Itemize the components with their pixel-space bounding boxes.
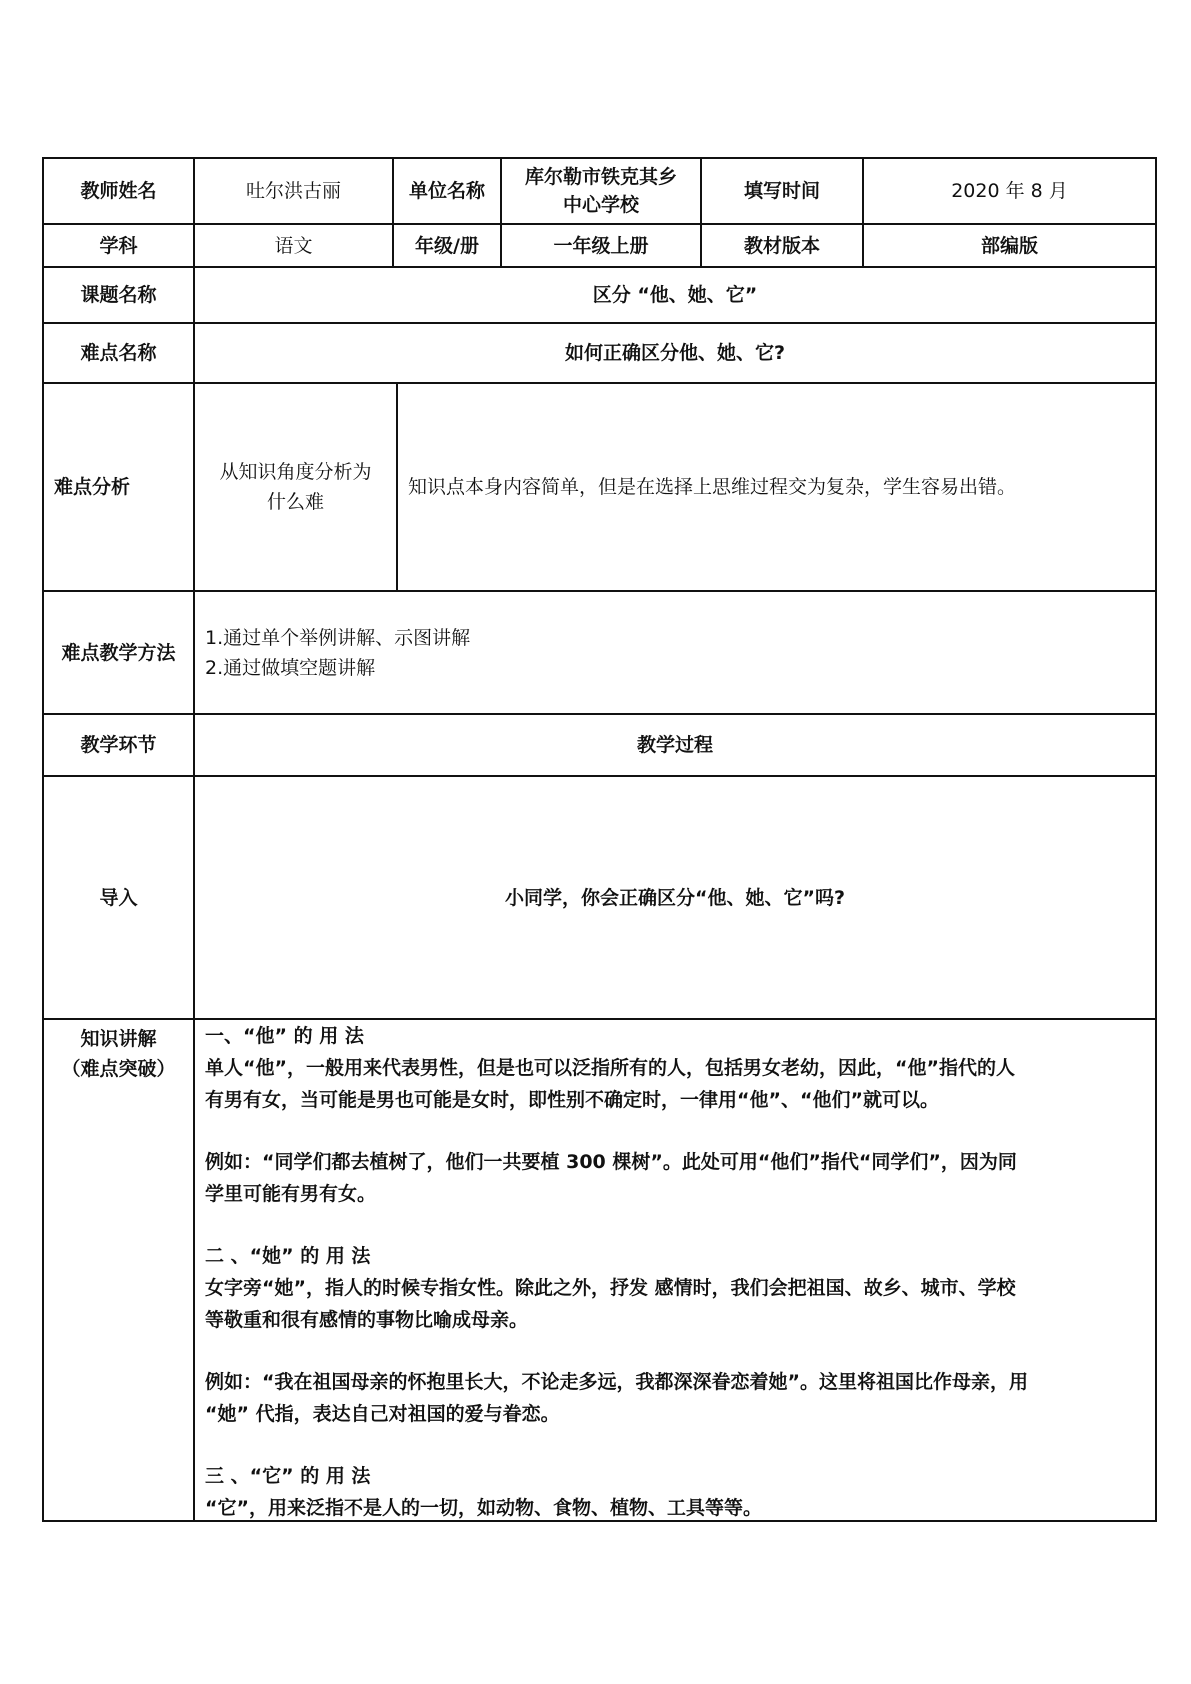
paragraph-line: 单人“他”，一般用来代表男性，但是也可以泛指所有的人，包括男女老幼，因此，“他”指代的人: [205, 1057, 1015, 1079]
grade-label: 年级/册: [415, 234, 479, 257]
edition-value: 部编版: [980, 234, 1038, 257]
knowledge-content: [205, 1020, 1145, 1524]
knowledge-label-line: （难点突破）: [61, 1058, 176, 1080]
analysis-sub-label-line: 什么难: [266, 491, 324, 513]
section-heading: 一、“他” 的 用 法: [205, 1025, 364, 1047]
method-item: 1.通过单个举例讲解、示图讲解: [205, 626, 471, 649]
unit-value-line: 中心学校: [562, 194, 639, 216]
paragraph-line: 等敬重和很有感情的事物比喻成母亲。: [205, 1309, 529, 1331]
knowledge-label: [44, 1020, 193, 1090]
example-line: 学里可能有男有女。: [205, 1183, 377, 1205]
method-item: 2.通过做填空题讲解: [205, 656, 376, 679]
paragraph-line: 有男有女，当可能是男也可能是女时，即性别不确定时，一律用“他”、“他们”就可以。: [205, 1089, 939, 1111]
subject-value: 语文: [274, 234, 313, 257]
example-line: 例如：“我在祖国母亲的怀抱里长大，不论走多远，我都深深眷恋着她”。这里将祖国比作母亲，用: [205, 1371, 1028, 1393]
difficulty-label: 难点名称: [80, 342, 157, 364]
intro-label: 导入: [99, 886, 138, 909]
analysis-sub-label-line: 从知识角度分析为: [219, 461, 372, 483]
teacher-label: 教师姓名: [80, 180, 157, 202]
unit-label: 单位名称: [408, 180, 485, 202]
analysis-sub-label: [195, 384, 396, 590]
method-label: 难点教学方法: [61, 641, 176, 664]
date-label: 填写时间: [743, 180, 820, 202]
process-stage-label: 教学环节: [80, 734, 157, 756]
topic-value: 区分 “他、她、它”: [592, 284, 758, 306]
intro-value: 小同学，你会正确区分“他、她、它”吗?: [505, 886, 845, 909]
section-heading: 二 、“她” 的 用 法: [205, 1245, 371, 1267]
analysis-value: 知识点本身内容简单，但是在选择上思维过程交为复杂，学生容易出错。: [408, 476, 1017, 498]
grade-value: 一年级上册: [553, 234, 649, 257]
edition-label: 教材版本: [743, 234, 820, 257]
method-list: [195, 592, 1155, 713]
example-line: “她” 代指，表达自己对祖国的爱与眷恋。: [205, 1403, 560, 1425]
unit-value-line: 库尔勒市铁克其乡: [524, 166, 677, 188]
date-value: 2020 年 8 月: [951, 180, 1068, 202]
unit-value: [502, 159, 700, 223]
difficulty-value: 如何正确区分他、她、它?: [564, 342, 786, 364]
paragraph-line: 女字旁“她”，指人的时候专指女性。除此之外，抒发 感情时，我们会把祖国、故乡、城市、学校: [205, 1277, 1016, 1299]
teacher-value: 吐尔洪古丽: [245, 180, 341, 202]
topic-label: 课题名称: [80, 284, 157, 306]
paragraph-line: “它”，用来泛指不是人的一切，如动物、食物、植物、工具等等。: [205, 1497, 762, 1519]
subject-label: 学科: [99, 234, 138, 257]
section-heading: 三 、“它” 的 用 法: [205, 1465, 371, 1487]
example-line: 例如：“同学们都去植树了，他们一共要植 300 棵树”。此处可用“他们”指代“同学们”，因为同: [205, 1151, 1017, 1173]
analysis-label: 难点分析: [54, 476, 131, 498]
process-label: 教学过程: [636, 734, 713, 756]
knowledge-label-line: 知识讲解: [80, 1028, 157, 1050]
